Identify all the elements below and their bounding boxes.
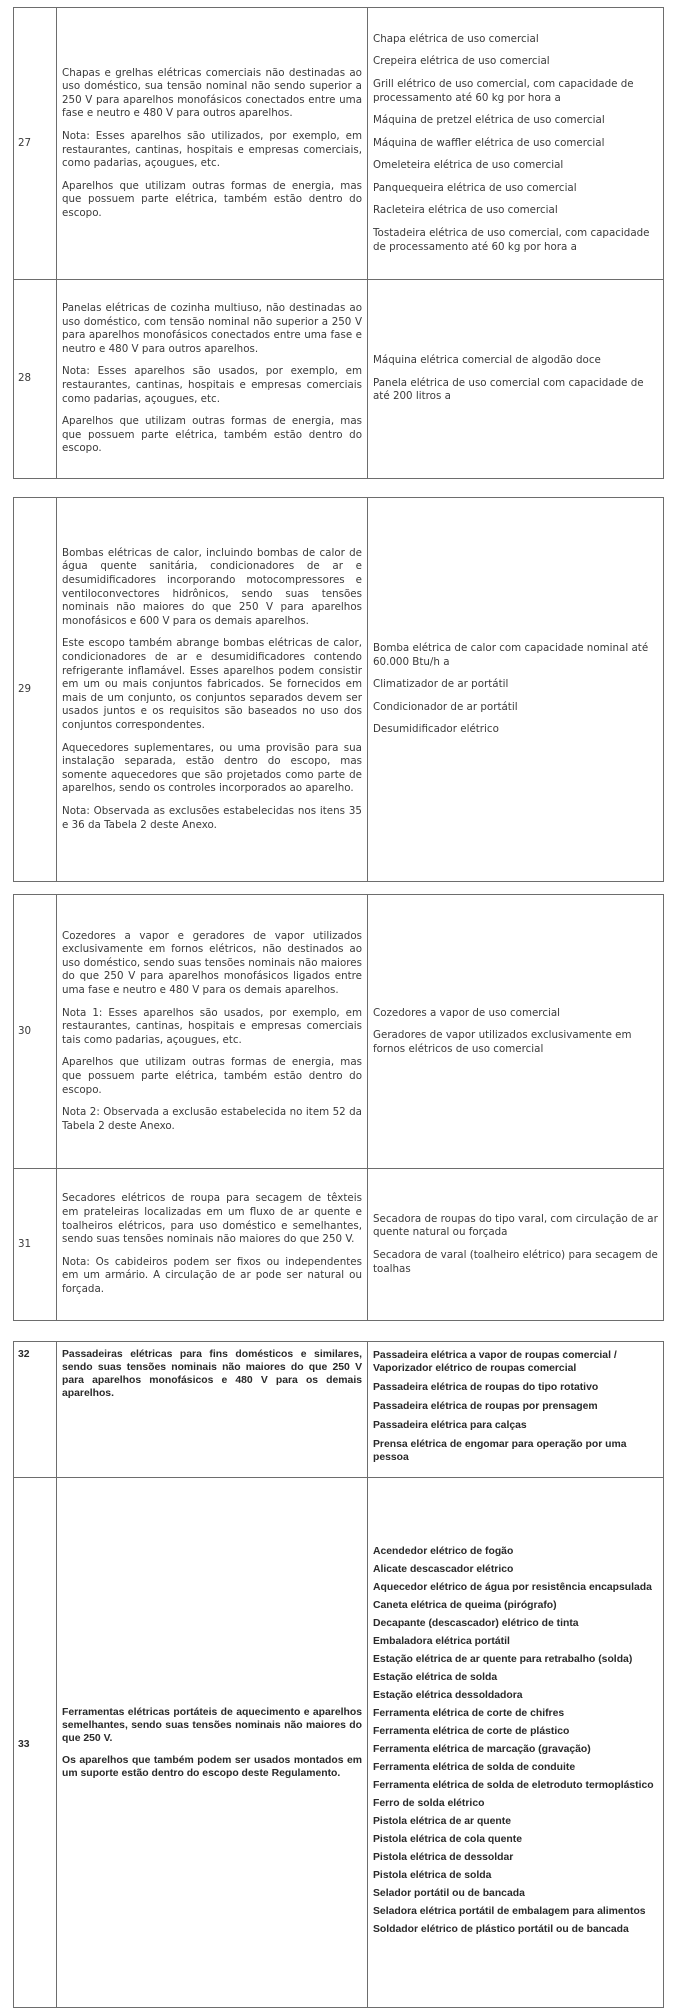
product-item: Desumidificador elétrico: [373, 723, 499, 736]
item-number: 30: [14, 895, 57, 1169]
table-row-29: [14, 498, 664, 882]
product-item: Ferramenta elétrica de corte de chifres: [373, 1707, 565, 1719]
scope-note: Nota: Esses aparelhos são utilizados, por exemplo, em restaurantes, cantinas, hospitais e empresas comerciais, como padarias, açougues, etc.: [62, 129, 362, 170]
product-item: Máquina de pretzel elétrica de uso comercial: [373, 114, 605, 127]
product-item: Estação elétrica dessoldadora: [373, 1689, 523, 1701]
product-item: Passadeira elétrica de roupas por prensagem: [373, 1401, 598, 1412]
scope-paragraph: Aquecedores suplementares, ou uma provisão para sua instalação separada, estão dentro do escopo, mas somente aquecedores que são projetados como parte de aparelhos, sendo os controles incorporados ao aparelho.: [62, 741, 362, 795]
product-item: Secadora de varal (toalheiro elétrico) para secagem de toalhas: [373, 1249, 658, 1275]
product-item: Condicionador de ar portátil: [373, 700, 518, 713]
product-table-32-33: [13, 1341, 664, 2008]
table-row-33: [14, 1478, 664, 2008]
scope-cell: [57, 1342, 368, 1478]
item-number: 28: [14, 280, 57, 479]
product-item: Embaladora elétrica portátil: [373, 1635, 510, 1647]
products-cell: [368, 280, 664, 479]
product-item: Secadora de roupas do tipo varal, com circulação de ar quente natural ou forçada: [373, 1212, 658, 1239]
products-cell: [368, 1342, 664, 1478]
scope-paragraph: Aparelhos que utilizam outras formas de energia, mas que possuem parte elétrica, também estão dentro do escopo.: [62, 415, 362, 455]
scope-note: Nota: Esses aparelhos são usados, por exemplo, em restaurantes, cantinas, hospitais e empresas comerciais como padarias, açougues, etc.: [62, 365, 362, 405]
product-item: Ferramenta elétrica de solda de eletroduto termoplástico: [373, 1779, 654, 1791]
product-item: Chapa elétrica de uso comercial: [373, 32, 539, 45]
scope-cell: [57, 8, 368, 280]
scope-note: Nota: Os cabideiros podem ser fixos ou independentes em um armário. A circulação de ar pode ser natural ou forçada.: [62, 1255, 362, 1295]
product-item: Panela elétrica de uso comercial com capacidade de até 200 litros a: [373, 376, 644, 403]
product-item: Ferramenta elétrica de marcação (gravação): [373, 1743, 591, 1755]
product-item: Máquina elétrica comercial de algodão doce: [373, 354, 601, 367]
item-number: 33: [14, 1478, 57, 2008]
product-item: Bomba elétrica de calor com capacidade nominal até 60.000 Btu/h a: [373, 642, 649, 668]
scope-cell: [57, 498, 368, 882]
product-table-29: [13, 497, 664, 882]
table-row-28: [14, 280, 664, 479]
scope-paragraph: Ferramentas elétricas portáteis de aquecimento e aparelhos semelhantes, sendo suas tensões nominais não maiores do que 250 V.: [62, 1706, 362, 1744]
scope-paragraph: Secadores elétricos de roupa para secagem de têxteis em prateleiras localizadas em um fluxo de ar quente e toalheiros elétricos, para uso doméstico e semelhantes, sendo suas tensões nominais não maiores do que 250 V.: [62, 1192, 362, 1246]
table-row-31: [14, 1169, 664, 1321]
product-item: Cozedores a vapor de uso comercial: [373, 1006, 561, 1019]
products-cell: [368, 895, 664, 1169]
product-item: Crepeira elétrica de uso comercial: [373, 55, 550, 68]
product-item: Pistola elétrica de cola quente: [373, 1833, 522, 1845]
scope-cell: [57, 1169, 368, 1321]
products-cell: [368, 1478, 664, 2008]
product-item: Climatizador de ar portátil: [373, 678, 509, 691]
product-item: Soldador elétrico de plástico portátil ou de bancada: [373, 1923, 629, 1935]
product-item: Alicate descascador elétrico: [373, 1563, 514, 1575]
table-row-27: [14, 8, 664, 280]
product-item: Pistola elétrica de ar quente: [373, 1815, 512, 1827]
scope-paragraph: Este escopo também abrange bombas elétricas de calor, condicionadores de ar e desumidificadores contendo refrigerante inflamável. Esses aparelhos podem consistir em um ou mais conjuntos fabricados. Se fornecidos em mais de um conjunto, os conjuntos separados devem ser usados juntos e os requisitos são baseados no uso dos conjuntos correspondentes.: [62, 637, 362, 731]
scope-paragraph: Os aparelhos que também podem ser usados montados em um suporte estão dentro do escopo deste Regulamento.: [62, 1754, 362, 1779]
scope-note: Nota 1: Esses aparelhos são usados, por exemplo, em restaurantes, cantinas, hospitais e empresas comerciais tais como padarias, açougues, etc.: [62, 1006, 362, 1046]
scope-paragraph: Aparelhos que utilizam outras formas de energia, mas que possuem parte elétrica, também estão dentro do escopo.: [62, 1056, 362, 1096]
scope-paragraph: Bombas elétricas de calor, incluindo bombas de calor de água quente sanitária, condicionadores de ar e desumidificadores incorporando motocompressores e ventiloconvectores hidrônicos, sendo suas tensões nominais não maiores do que 250 V para aparelhos monofásicos e 600 V para os demais aparelhos.: [62, 546, 362, 627]
item-number: 29: [14, 498, 57, 882]
product-item: Ferro de solda elétrico: [373, 1797, 485, 1809]
product-item: Caneta elétrica de queima (pirógrafo): [373, 1599, 557, 1611]
scope-note: Nota 2: Observada a exclusão estabelecida no item 52 da Tabela 2 deste Anexo.: [62, 1106, 362, 1132]
scope-cell: [57, 1478, 368, 2008]
scope-paragraph: Panelas elétricas de cozinha multiuso, não destinadas ao uso doméstico, com tensão nominal não superior a 250 V para aparelhos monofásicos conectados entre uma fase e neutro e 480 V para outros aparelhos.: [62, 302, 362, 355]
product-item: Passadeira elétrica para calças: [373, 1420, 527, 1431]
product-item: Panquequeira elétrica de uso comercial: [373, 181, 577, 194]
scope-cell: [57, 280, 368, 479]
table-row-32: [14, 1342, 664, 1478]
item-number: 27: [14, 8, 57, 280]
product-item: Tostadeira elétrica de uso comercial, com capacidade de processamento até 60 kg por hora a: [373, 227, 650, 253]
product-item: Grill elétrico de uso comercial, com capacidade de processamento até 60 kg por hora a: [373, 77, 634, 104]
product-table-27-28: [13, 7, 664, 479]
product-item: Seladora elétrica portátil de embalagem para alimentos: [373, 1905, 646, 1917]
product-table-30-31: [13, 894, 664, 1321]
scope-note: Nota: Observada as exclusões estabelecidas nos itens 35 e 36 da Tabela 2 deste Anexo.: [62, 804, 362, 831]
product-item: Estação elétrica de solda: [373, 1671, 498, 1683]
product-item: Pistola elétrica de dessoldar: [373, 1851, 514, 1863]
product-item: Ferramenta elétrica de corte de plástico: [373, 1725, 570, 1737]
scope-paragraph: Cozedores a vapor e geradores de vapor utilizados exclusivamente em fornos elétricos, não destinados ao uso doméstico, sendo suas tensões nominais não maiores do que 250 V para aparelhos monofásicos ligados entre uma fase e neutro e 480 V para os demais aparelhos.: [62, 929, 362, 997]
product-item: Prensa elétrica de engomar para operação por uma pessoa: [373, 1439, 627, 1463]
product-item: Aquecedor elétrico de água por resistência encapsulada: [373, 1581, 652, 1593]
item-number: 32: [14, 1342, 57, 1478]
products-cell: [368, 498, 664, 882]
products-cell: [368, 1169, 664, 1321]
product-item: Omeleteira elétrica de uso comercial: [373, 159, 564, 172]
scope-paragraph: Passadeiras elétricas para fins domésticos e similares, sendo suas tensões nominais não maiores do que 250 V para aparelhos monofásicos e 480 V para os demais aparelhos.: [62, 1349, 362, 1399]
product-item: Decapante (descascador) elétrico de tinta: [373, 1617, 579, 1629]
item-number: 31: [14, 1169, 57, 1321]
product-item: Passadeira elétrica a vapor de roupas comercial / Vaporizador elétrico de roupas comercial: [373, 1350, 617, 1374]
scope-paragraph: Aparelhos que utilizam outras formas de energia, mas que possuem parte elétrica, também estão dentro do escopo.: [62, 179, 362, 219]
product-item: Máquina de waffler elétrica de uso comercial: [373, 136, 605, 149]
product-item: Estação elétrica de ar quente para retrabalho (solda): [373, 1653, 633, 1665]
product-item: Selador portátil ou de bancada: [373, 1887, 525, 1899]
product-item: Racleteira elétrica de uso comercial: [373, 204, 558, 217]
scope-cell: [57, 895, 368, 1169]
product-item: Pistola elétrica de solda: [373, 1869, 492, 1881]
scope-paragraph: Chapas e grelhas elétricas comerciais não destinadas ao uso doméstico, sua tensão nominal não sendo superior a 250 V para aparelhos monofásicos conectados entre uma fase e neutro e 480 V para outros aparelhos.: [62, 66, 362, 120]
table-row-30: [14, 895, 664, 1169]
product-item: Ferramenta elétrica de solda de conduite: [373, 1761, 576, 1773]
products-cell: [368, 8, 664, 280]
product-item: Geradores de vapor utilizados exclusivamente em fornos elétricos de uso comercial: [373, 1029, 632, 1055]
product-item: Acendedor elétrico de fogão: [373, 1545, 514, 1557]
product-item: Passadeira elétrica de roupas do tipo rotativo: [373, 1382, 599, 1393]
